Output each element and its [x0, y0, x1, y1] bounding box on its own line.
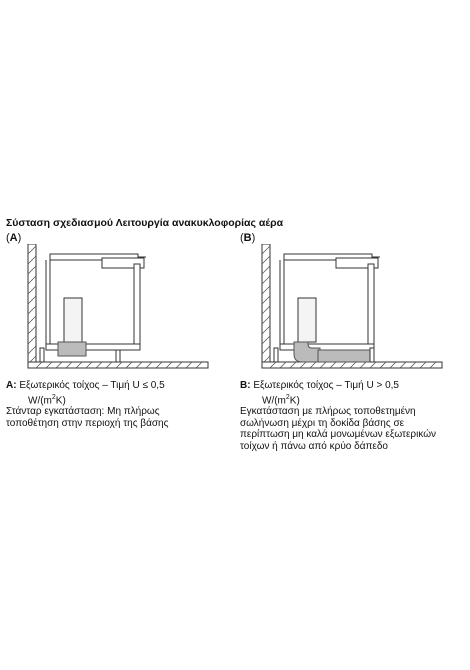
paren-open: (: [6, 232, 10, 244]
plinth-panel: [370, 348, 374, 362]
caption-a-line3: Στάνταρ εγκατάσταση: Μη πλήρως: [6, 406, 160, 418]
panel-b-letter: B: [243, 232, 252, 244]
caption-b-line4: σωλήνωση μέχρι τη δοκίδα βάσης σε: [240, 417, 405, 429]
unit-sup: 2: [285, 393, 290, 401]
paren-open: (: [240, 232, 244, 244]
unit-text: K): [55, 394, 66, 406]
duct-channel: [318, 350, 370, 362]
cabinet-side: [368, 264, 374, 348]
caption-a-letter: A:: [6, 380, 17, 391]
rear-foot: [40, 348, 44, 362]
diagram-b-drawing: [240, 244, 455, 379]
air-outlet: [58, 342, 86, 356]
cabinet-side: [134, 264, 140, 348]
caption-a-line4: τοποθέτηση στην περιοχή της βάσης: [6, 417, 169, 429]
caption-a-line2: [6, 392, 231, 407]
extractor-unit: [298, 298, 316, 342]
caption-b-line5: περίπτωση μη καλά μονωμένων εξωτερικών: [240, 429, 437, 441]
page-title: Σύσταση σχεδιασμού Λειτουργία ανακυκλοφορίας αέρα: [6, 217, 284, 229]
unit-text: W/(m: [28, 394, 52, 406]
plinth-foot: [116, 350, 120, 362]
caption-b-line3: Εγκατάσταση με πλήρως τοποθετημένη: [240, 406, 416, 418]
caption-b-line1: [240, 380, 465, 392]
panel-b-label: [240, 232, 255, 244]
caption-text: Εξωτερικός τοίχος – Τιμή U ≤ 0,5: [19, 380, 165, 391]
caption-a-line1: [6, 380, 231, 392]
diagram-b: [240, 244, 455, 379]
extractor-unit: [64, 298, 82, 342]
diagram-a: [6, 244, 221, 379]
paren-close: ): [17, 232, 22, 244]
rear-foot: [274, 348, 278, 362]
diagram-a-drawing: [6, 244, 221, 379]
caption-text: Εξωτερικός τοίχος – Τιμή U > 0,5: [253, 380, 399, 391]
caption-b-line6: τοίχων ή πάνω από κρύο δάπεδο: [240, 440, 388, 452]
caption-b: [240, 380, 465, 452]
caption-b-letter: B:: [240, 380, 251, 391]
unit-sup: 2: [51, 393, 56, 401]
unit-text: W/(m: [262, 394, 286, 406]
caption-b-line2: [240, 392, 465, 407]
panel-a-letter: A: [9, 232, 18, 244]
paren-close: ): [251, 232, 256, 244]
panel-a-label: [6, 232, 21, 244]
caption-a: [6, 380, 231, 429]
unit-text: K): [289, 394, 300, 406]
